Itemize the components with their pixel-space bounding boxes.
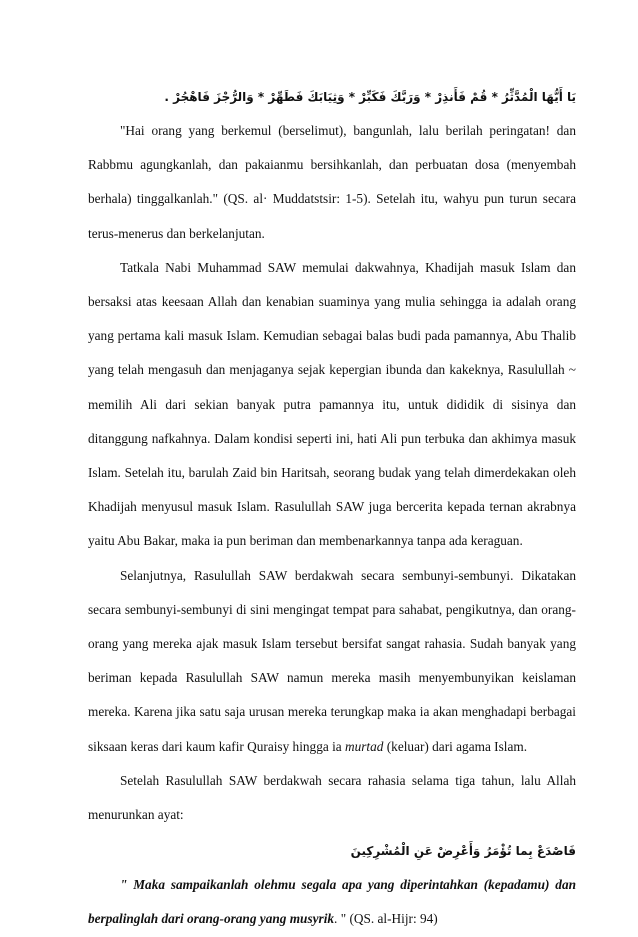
paragraph-secret-dakwah: [88, 559, 576, 764]
translation-paragraph-al-hijr: [88, 868, 576, 936]
document-page: [88, 84, 576, 937]
arabic-verse-al-hijr: فَاصْدَعْ بِما تُؤْمَرُ وَأَعْرِضْ عَنِ الْمُشْرِكِينَ: [350, 844, 576, 859]
translation-paragraph-muddatstsir: "Hai orang yang berkemul (berselimut), bangunlah, lalu berilah peringatan! dan Rabbmu agungkanlah, dan pakaianmu bersihkanlah, dan perbuatan dosa (menyembah berhala) tinggalkanlah." (QS. al· Muddatstsir: 1-5). Setelah itu, wahyu pun turun secara terus-menerus dan berkelanjutan.: [88, 123, 576, 241]
paragraph-secret-dakwah-text: Selanjutnya, Rasulullah SAW berdakwah secara sembunyi-sembunyi. Dikatakan secara sembunyi-sembunyi di sini mengingat tempat para sahabat, pengikutnya, dan orang-orang yang mereka ajak masuk Islam tersebut bersifat sangat rahasia. Sudah banyak yang beriman kepada Rasulullah SAW namun mereka masih menyembunyikan keislaman mereka. Karena jika satu saja urusan mereka terungkap maka ia akan menghadapi berbagai siksaan keras dari kaum kafir Quraisy hingga ia: [88, 567, 576, 754]
term-murtad: murtad: [345, 738, 384, 754]
paragraph-secret-dakwah-end: (keluar) dari agama Islam.: [383, 738, 528, 754]
translation-al-hijr-text: " Maka sampaikanlah olehmu segala apa yang diperintahkan (kepadamu) dan berpalinglah dari orang-orang yang musyrik: [88, 877, 576, 927]
arabic-verse-muddatstsir: يَا أَيُّهَا الْمُدَّثِّرُ * قُمْ فَأَنذِرْ * وَرَبَّكَ فَكَبِّرْ * وَثِيَابَكَ فَطَهِّرْ * وَالرُّجْزَ فَاهْجُرْ .: [164, 90, 576, 104]
citation-al-hijr: . " (QS. al-Hijr: 94): [334, 911, 438, 927]
paragraph-early-converts: Tatkala Nabi Muhammad SAW memulai dakwahnya, Khadijah masuk Islam dan bersaksi atas keesaan Allah dan kenabian suaminya yang mulia sehingga ia adalah orang yang pertama kali masuk Islam. Kemudian sebagai balas budi pada pamannya, Abu Thalib yang telah mengasuh dan menjaganya sejak kepergian ibunda dan kakeknya, Rasulullah ~ memilih Ali dari sekian banyak putra pamannya itu, untuk dididik di sisinya dan ditanggung nafkahnya. Dalam kondisi seperti ini, hati Ali pun terbuka dan akhimya masuk Islam. Setelah itu, barulah Zaid bin Haritsah, seorang budak yang telah dimerdekakan oleh Khadijah menyusul masuk Islam. Rasulullah SAW juga bercerita kepada ternan akrabnya yaitu Abu Bakar, maka ia pun beriman dan membenarkannya tanpa ada keraguan.: [88, 259, 576, 549]
paragraph-verse-intro: Setelah Rasulullah SAW berdakwah secara rahasia selama tiga tahun, lalu Allah menurunkan ayat:: [88, 772, 576, 823]
